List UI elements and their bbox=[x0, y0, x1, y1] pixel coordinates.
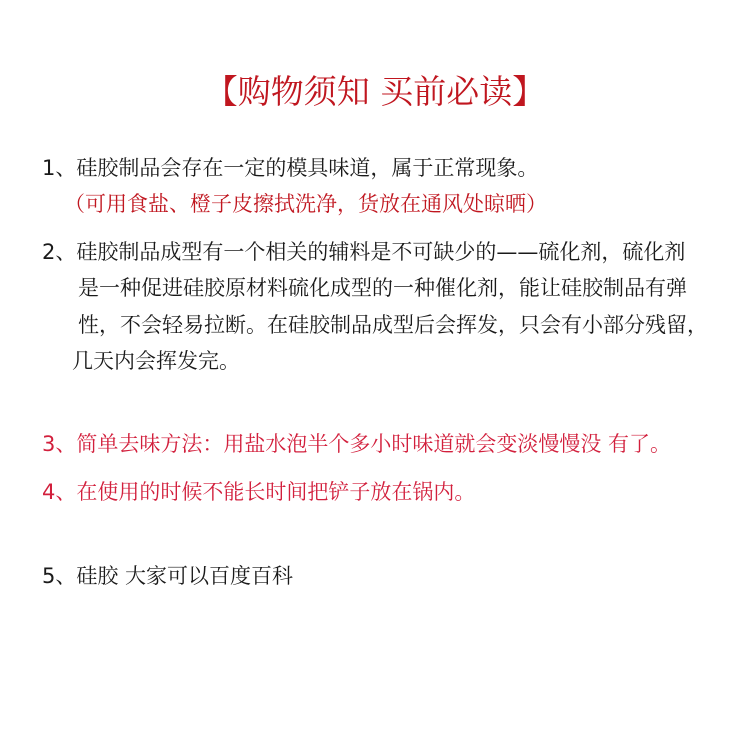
item-1-line-1: 1、硅胶制品会存在一定的模具味道，属于正常现象。 bbox=[42, 156, 539, 180]
item-2-line-1: 2、硅胶制品成型有一个相关的辅料是不可缺少的——硫化剂，硫化剂 bbox=[42, 240, 686, 264]
item-2-line-2: 是一种促进硅胶原材料硫化成型的一种催化剂，能让硅胶制品有弹 bbox=[78, 276, 687, 300]
item-5-line-1: 5、硅胶 大家可以百度百科 bbox=[42, 564, 294, 588]
item-1-note: （可用食盐、橙子皮擦拭洗净，货放在通风处晾晒） bbox=[64, 192, 547, 216]
item-4-line-1: 4、在使用的时候不能长时间把铲子放在锅内。 bbox=[42, 480, 476, 504]
notice-title: 【购物须知 买前必读】 bbox=[204, 72, 546, 111]
item-2-line-4: 几天内会挥发完。 bbox=[72, 349, 240, 373]
item-2-line-3: 性，不会轻易拉断。在硅胶制品成型后会挥发，只会有小部分残留， bbox=[78, 313, 708, 337]
item-3-line-1: 3、简单去味方法：用盐水泡半个多小时味道就会变淡慢慢没 有了。 bbox=[42, 432, 672, 456]
